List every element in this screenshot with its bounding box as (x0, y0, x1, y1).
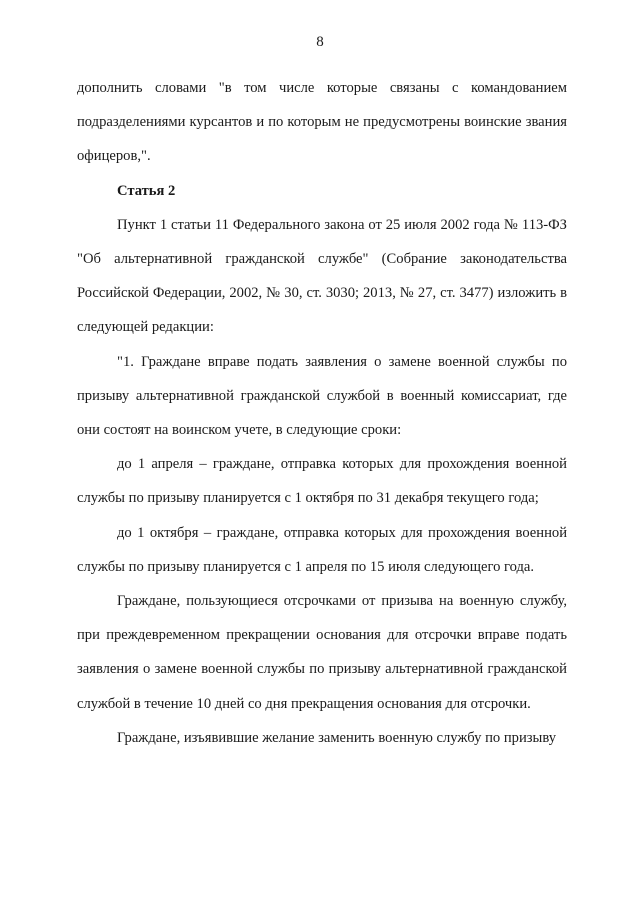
paragraph-deadline-october: до 1 октября – граждане, отправка которых для прохождения военной службы по призыву планируется с 1 апреля по 15 июля следующего года. (77, 524, 567, 575)
paragraph-article-intro: Пункт 1 статьи 11 Федерального закона от 25 июля 2002 года № 113-ФЗ "Об альтернативной гражданской службе" (Собрание законодательства Российской Федерации, 2002, № 30, ст. 3030; 2013, № 27, ст. 3477) изложить в следующей редакции: (77, 216, 567, 336)
paragraph-point-1: "1. Граждане вправе подать заявления о замене военной службы по призыву альтернативной гражданской службой в военный комиссариат, где они состоят на воинском учете, в следующие сроки: (77, 353, 567, 439)
document-body (77, 71, 567, 755)
page-number: 8 (316, 34, 324, 50)
article-heading: Статья 2 (117, 182, 176, 199)
paragraph-deadline-april: до 1 апреля – граждане, отправка которых для прохождения военной службы по призыву планируется с 1 октября по 31 декабря текущего года; (77, 456, 567, 507)
paragraph-deferment: Граждане, пользующиеся отсрочками от призыва на военную службу, при преждевременном прекращении основания для отсрочки вправе подать заявления о замене военной службы по призыву альтернативной гражданской службой в течение 10 дней со дня прекращения основания для отсрочки. (77, 593, 567, 712)
paragraph-amendment: дополнить словами "в том числе которые связаны с командованием подразделениями курсантов и по которым не предусмотрены воинские звания офицеров,". (77, 80, 567, 165)
paragraph-continuation: Граждане, изъявившие желание заменить военную службу по призыву (117, 729, 557, 746)
